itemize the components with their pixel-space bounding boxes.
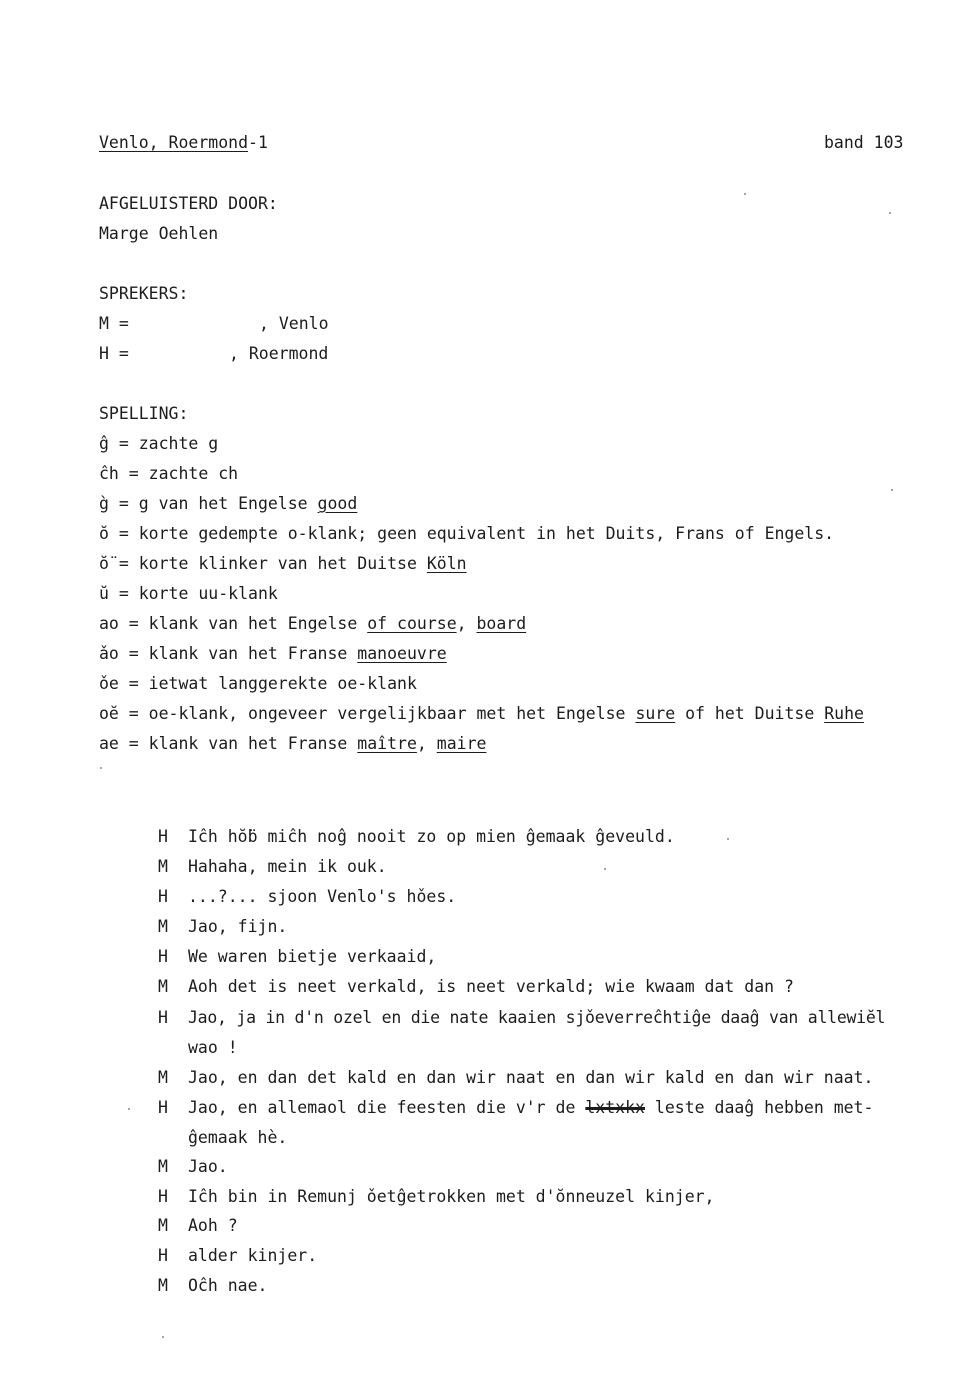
spelling-item: ŭ = korte uu-klank [99, 584, 278, 603]
speaker-row [99, 314, 329, 334]
example-word: board [476, 614, 527, 633]
example-word: maître [357, 734, 417, 753]
listened-by-label: AFGELUISTERD DOOR: [99, 194, 278, 213]
spelling-item: ĝ = zachte g [99, 434, 219, 453]
speaker-marker: M [158, 1068, 168, 1087]
title-separator: , [148, 133, 169, 152]
spelling-item: ŏ̈ = korte klinker van het Duitse Köln [99, 554, 467, 573]
title-suffix: -1 [248, 133, 268, 152]
speaker-marker: M [158, 1216, 168, 1235]
spelling-item: ao = klank van het Engelse of course, board [99, 614, 527, 633]
scan-speck [744, 193, 746, 195]
utterance: Hahaha, mein ik ouk. [188, 857, 387, 876]
utterance: Aoh ? [188, 1216, 238, 1235]
utterance: Jao, fijn. [188, 917, 288, 936]
scan-speck [891, 489, 893, 491]
utterance: ...?... sjoon Venlo's hǒes. [188, 887, 457, 906]
utterance: alder kinjer. [188, 1246, 318, 1265]
utterance: Iĉh hŏ̈b miĉh noĝ nooit zo op mien ĝemaak ĝeveuld. [188, 827, 675, 846]
example-word: maire [436, 734, 487, 753]
example-word: manoeuvre [357, 644, 447, 663]
utterance: Oĉh nae. [188, 1276, 268, 1295]
utterance: Jao, en allemaol die feesten die v'r de lxtxkx leste daaĝ hebben met- [188, 1098, 874, 1117]
utterance: Iĉh bin in Remunj ǒetĝetrokken met d'ŏnneuzel kinjer, [188, 1187, 715, 1206]
scan-speck [889, 212, 891, 214]
speaker-marker: M [158, 917, 168, 936]
spelling-label: SPELLING: [99, 404, 189, 423]
scan-speck [162, 1336, 164, 1338]
title-place-venlo: Venlo [99, 133, 149, 152]
scan-speck [100, 767, 102, 769]
speaker-marker: H [158, 827, 168, 846]
utterance: Aoh det is neet verkald, is neet verkald; wie kwaam dat dan ? [188, 977, 794, 996]
title-place-roermond: Roermond [168, 133, 249, 152]
utterance: Jao, ja in d'n ozel en die nate kaaien sjǒeverreĉhtiĝe daaĝ van allewiĕl [188, 1008, 886, 1027]
speaker-marker: M [158, 1276, 168, 1295]
spelling-item: g̀ = g van het Engelse good [99, 494, 358, 513]
example-word: Köln [426, 554, 467, 573]
scan-speck [128, 1108, 130, 1110]
utterance: We waren bietje verkaaid, [188, 947, 437, 966]
speaker-marker: H [158, 1098, 168, 1117]
speaker-code: H = [99, 344, 129, 363]
speaker-marker: H [158, 1008, 168, 1027]
example-word: of course [367, 614, 457, 633]
listened-by-name: Marge Oehlen [99, 224, 219, 243]
spelling-item: ǒe = ietwat langgerekte oe-klank [99, 674, 417, 693]
scan-speck [727, 838, 729, 840]
speaker-marker: M [158, 1157, 168, 1176]
document-title [99, 133, 268, 153]
speaker-place: , Venlo [259, 314, 329, 333]
utterance-continuation: wao ! [188, 1038, 238, 1057]
speaker-marker: H [158, 1187, 168, 1206]
example-word: good [317, 494, 358, 513]
spelling-item: ae = klank van het Franse maître, maire [99, 734, 487, 753]
spelling-item: oĕ = oe-klank, ongeveer vergelijkbaar met het Engelse sure of het Duitse Ruhe [99, 704, 864, 723]
speakers-label: SPREKERS: [99, 284, 189, 303]
speaker-marker: M [158, 857, 168, 876]
speaker-marker: H [158, 887, 168, 906]
utterance: Jao, en dan det kald en dan wir naat en dan wir kald en dan wir naat. [188, 1068, 874, 1087]
spelling-item: ǎo = klank van het Franse manoeuvre [99, 644, 447, 663]
speaker-row [99, 344, 329, 364]
utterance-continuation: ĝemaak hè. [188, 1128, 288, 1147]
example-word: Ruhe [824, 704, 864, 723]
example-word: sure [635, 704, 676, 723]
utterance: Jao. [188, 1157, 228, 1176]
struck-out-text: lxtxkx [585, 1098, 645, 1117]
speaker-marker: H [158, 1246, 168, 1265]
speaker-place: , Roermond [229, 344, 329, 363]
speaker-marker: H [158, 947, 168, 966]
band-number: band 103 [824, 133, 904, 152]
scan-speck [604, 868, 606, 870]
speaker-code: M = [99, 314, 129, 333]
spelling-item: ĉh = zachte ch [99, 464, 239, 483]
speaker-marker: M [158, 977, 168, 996]
spelling-item: ŏ = korte gedempte o-klank; geen equivalent in het Duits, Frans of Engels. [99, 524, 835, 543]
